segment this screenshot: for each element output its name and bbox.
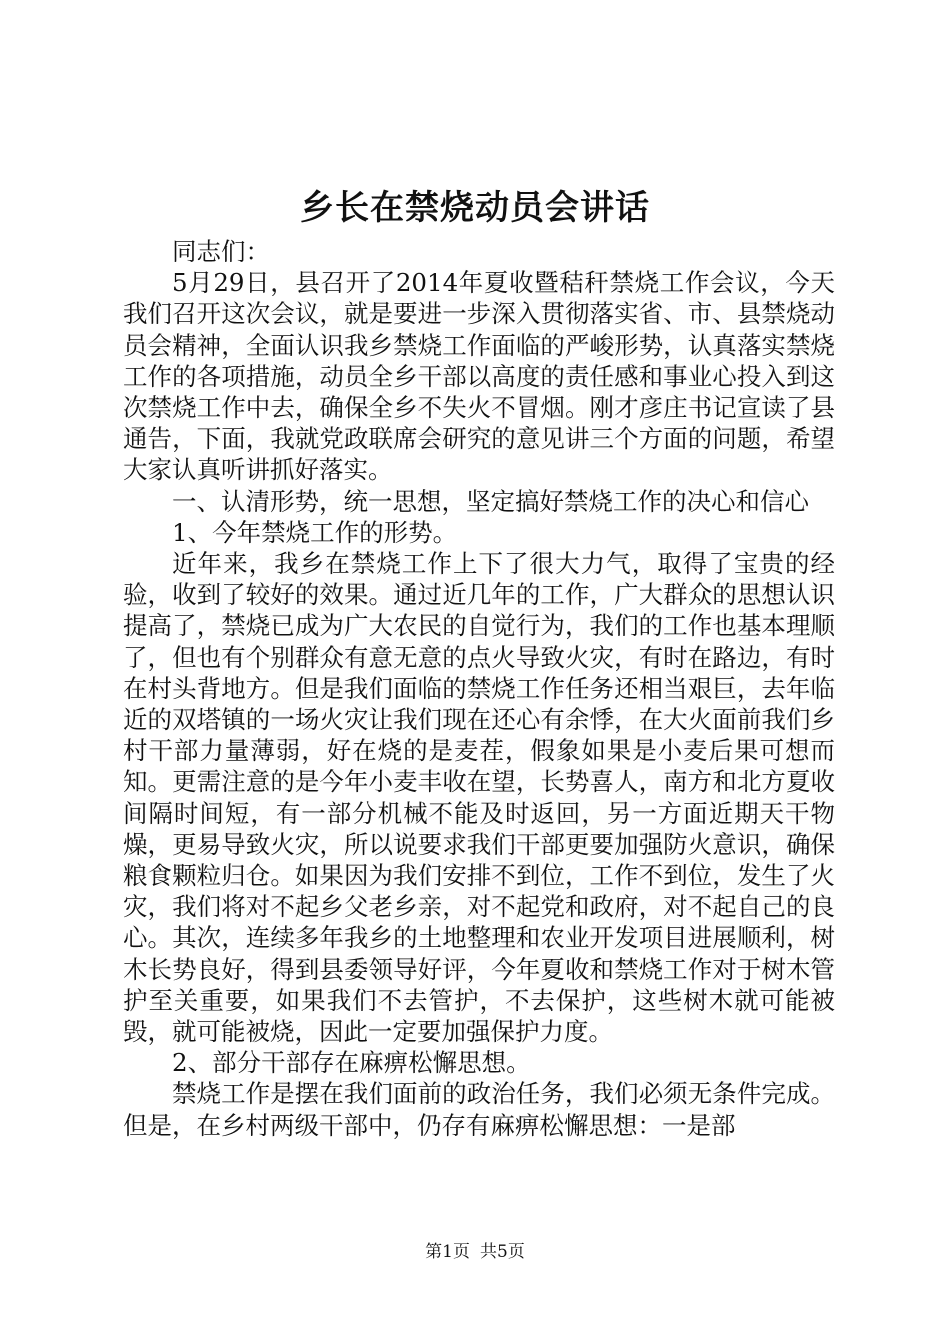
body-paragraph: 禁烧工作是摆在我们面前的政治任务，我们必须无条件完成。但是，在乡村两级干部中，仍存有麻痹松懈思想：一是部: [123, 1079, 835, 1140]
section-heading: 一、认清形势，统一思想，坚定搞好禁烧工作的决心和信心: [172, 486, 809, 516]
page-footer: [0, 1240, 950, 1264]
document-title: 乡长在禁烧动员会讲话: [300, 188, 650, 228]
page-number: 第1页: [425, 1242, 470, 1262]
salutation: 同志们：: [172, 237, 270, 266]
subsection-heading: 2、部分干部存在麻痹松懈思想。: [172, 1048, 531, 1078]
body-paragraph: 近年来，我乡在禁烧工作上下了很大力气，取得了宝贵的经验，收到了较好的效果。通过近几年的工作，广大群众的思想认识提高了，禁烧已成为广大农民的自觉行为，我们的工作也基本理顺了，但也有个别群众有意无意的点火导致火灾，有时在路边，有时在村头背地方。但是我们面临的禁烧工作任务还相当艰巨，去年临近的双塔镇的一场火灾让我们现在还心有余悸，在大火面前我们乡村干部力量薄弱，好在烧的是麦茬，假象如果是小麦后果可想而知。更需注意的是今年小麦丰收在望，长势喜人，南方和北方夏收间隔时间短，有一部分机械不能及时返回，另一方面近期天干物燥，更易导致火灾，所以说要求我们干部更要加强防火意识，确保粮食颗粒归仓。如果因为我们安排不到位，工作不到位，发生了火灾，我们将对不起乡父老乡亲，对不起党和政府，对不起自己的良心。其次，连续多年我乡的土地整理和农业开发项目进展顺利，树木长势良好，得到县委领导好评，今年夏收和禁烧工作对于树木管护至关重要，如果我们不去管护，不去保护，这些树木就可能被毁，就可能被烧，因此一定要加强保护力度。: [123, 549, 835, 1047]
subsection-heading: 1、今年禁烧工作的形势。: [172, 517, 458, 547]
body-paragraph: 5月29日，县召开了2014年夏收暨秸秆禁烧工作会议，今天我们召开这次会议，就是要进一步深入贯彻落实省、市、县禁烧动员会精神，全面认识我乡禁烧工作面临的严峻形势，认真落实禁烧工作的各项措施，动员全乡干部以高度的责任感和事业心投入到这次禁烧工作中去，确保全乡不失火不冒烟。刚才彦庄书记宣读了县通告，下面，我就党政联席会研究的意见讲三个方面的问题，希望大家认真听讲抓好落实。: [123, 268, 835, 485]
document-body: [123, 236, 835, 1141]
page-total: 共5页: [480, 1242, 525, 1262]
